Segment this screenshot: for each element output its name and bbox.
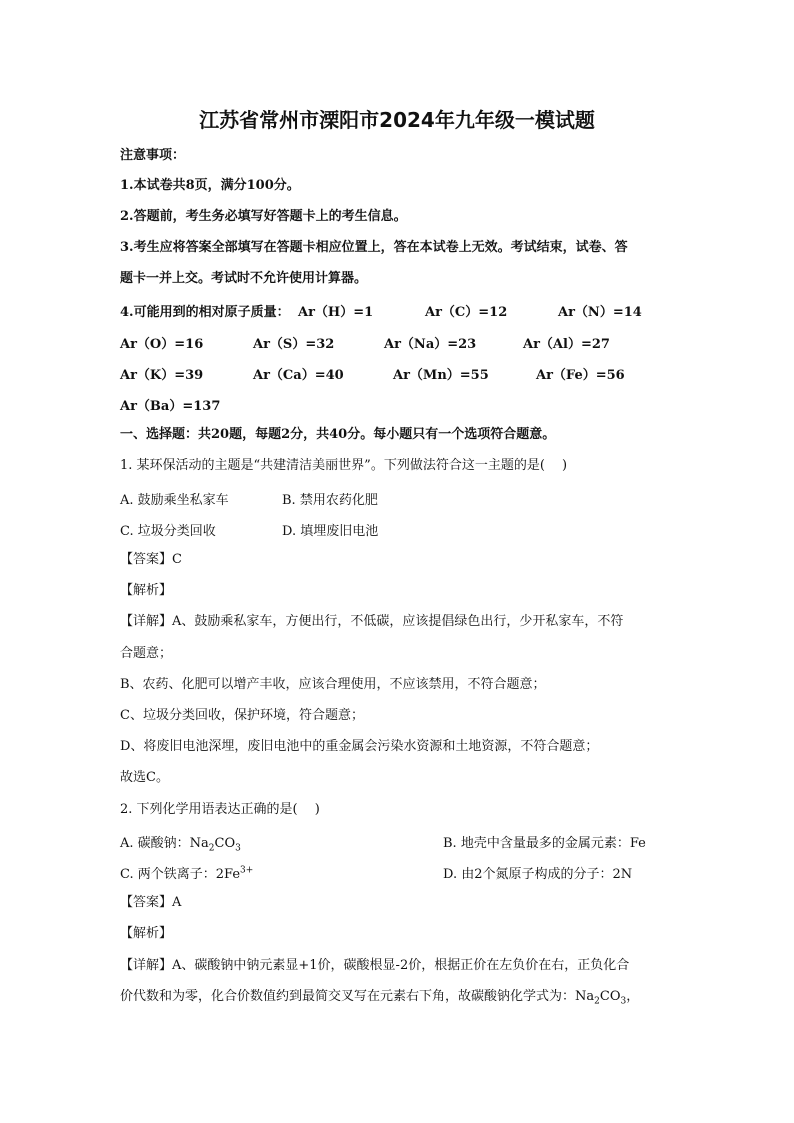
analysis-label: 【解析】 xyxy=(120,583,173,598)
notice-item-4-label: 4.可能用到的相对原子质量： xyxy=(120,305,290,320)
detail-text: 价代数和为零，化合价数值约到最简交叉写在元素右下角，故碳酸钠化学式为：$Na_2CO_3$， xyxy=(120,989,640,1007)
question-2-options-row-2 xyxy=(120,863,680,881)
atomic-mass: Ar（Ca）=40 xyxy=(253,368,344,383)
atomic-mass-row-3 xyxy=(120,364,680,382)
atomic-mass-row-2 xyxy=(120,333,680,351)
answer-label: 【答案】A xyxy=(120,895,182,910)
detail-text: B、农药、化肥可以增产丰收，应该合理使用，不应该禁用，不符合题意； xyxy=(120,677,546,692)
atomic-mass-row-4 xyxy=(120,395,680,413)
atomic-mass: Ar（S）=32 xyxy=(253,337,335,352)
option-a: A. 鼓励乘坐私家车 xyxy=(120,493,229,508)
atomic-mass: Ar（Ba）=137 xyxy=(120,399,221,414)
conclusion-text: 故选C。 xyxy=(120,770,169,785)
detail-text: 【详解】A、碳酸钠中钠元素显+1价，碳酸根显-2价，根据正价在左负价在右，正负化合 xyxy=(120,958,630,973)
detail-text: 合题意； xyxy=(120,646,173,661)
atomic-mass-row-1 xyxy=(120,301,680,319)
question-2-stem: 2. 下列化学用语表达正确的是( ) xyxy=(120,802,320,817)
atomic-mass: Ar（H）=1 xyxy=(298,305,374,320)
notice-item-1: 1.本试卷共8页，满分100分。 xyxy=(120,178,300,193)
atomic-mass: Ar（Na）=23 xyxy=(384,337,477,352)
option-b: B. 地壳中含量最多的金属元素：Fe xyxy=(443,836,646,851)
question-1-stem: 1. 某环保活动的主题是“共建清洁美丽世界”。下列做法符合这一主题的是( ) xyxy=(120,458,568,473)
notice-item-3-line2: 题卡一并上交。考试时不允许使用计算器。 xyxy=(120,271,368,286)
detail-text: C、垃圾分类回收，保护环境，符合题意； xyxy=(120,708,364,723)
notice-item-3-line1: 3.考生应将答案全部填写在答题卡相应位置上，答在本试卷上无效。考试结束，试卷、答 xyxy=(120,240,628,255)
option-c: C. 两个铁离子：$2Fe^{3+}$ xyxy=(120,865,254,882)
option-d: D. 由2个氮原子构成的分子：2N xyxy=(443,867,633,882)
option-b: B. 禁用农药化肥 xyxy=(282,493,378,508)
atomic-mass: Ar（K）=39 xyxy=(120,368,204,383)
atomic-mass: Ar（Al）=27 xyxy=(523,337,610,352)
atomic-mass: Ar（O）=16 xyxy=(120,337,204,352)
atomic-mass: Ar（C）=12 xyxy=(425,305,508,320)
detail-text: D、将废旧电池深埋，废旧电池中的重金属会污染水资源和土地资源，不符合题意； xyxy=(120,739,599,754)
option-a: A. 碳酸钠：$Na_2CO_3$ xyxy=(120,836,241,854)
question-1-options-row-1 xyxy=(120,489,680,507)
atomic-mass: Ar（Mn）=55 xyxy=(393,368,489,383)
atomic-mass: Ar（Fe）=56 xyxy=(536,368,625,383)
question-2-options-row-1 xyxy=(120,832,680,854)
option-c: C. 垃圾分类回收 xyxy=(120,524,216,539)
option-d: D. 填埋废旧电池 xyxy=(282,524,379,539)
question-1-options-row-2 xyxy=(120,520,680,538)
notice-item-2: 2.答题前，考生务必填写好答题卡上的考生信息。 xyxy=(120,209,407,224)
page-title: 江苏省常州市溧阳市2024年九年级一模试题 xyxy=(199,108,595,132)
analysis-label: 【解析】 xyxy=(120,926,173,941)
detail-text: 【详解】A、鼓励乘私家车，方便出行，不低碳，应该提倡绿色出行，少开私家车，不符 xyxy=(120,614,624,629)
notice-heading: 注意事项： xyxy=(120,148,186,163)
section-heading: 一、选择题：共20题，每题2分，共40分。每小题只有一个选项符合题意。 xyxy=(120,427,556,442)
atomic-mass: Ar（N）=14 xyxy=(558,305,642,320)
answer-label: 【答案】C xyxy=(120,552,182,567)
